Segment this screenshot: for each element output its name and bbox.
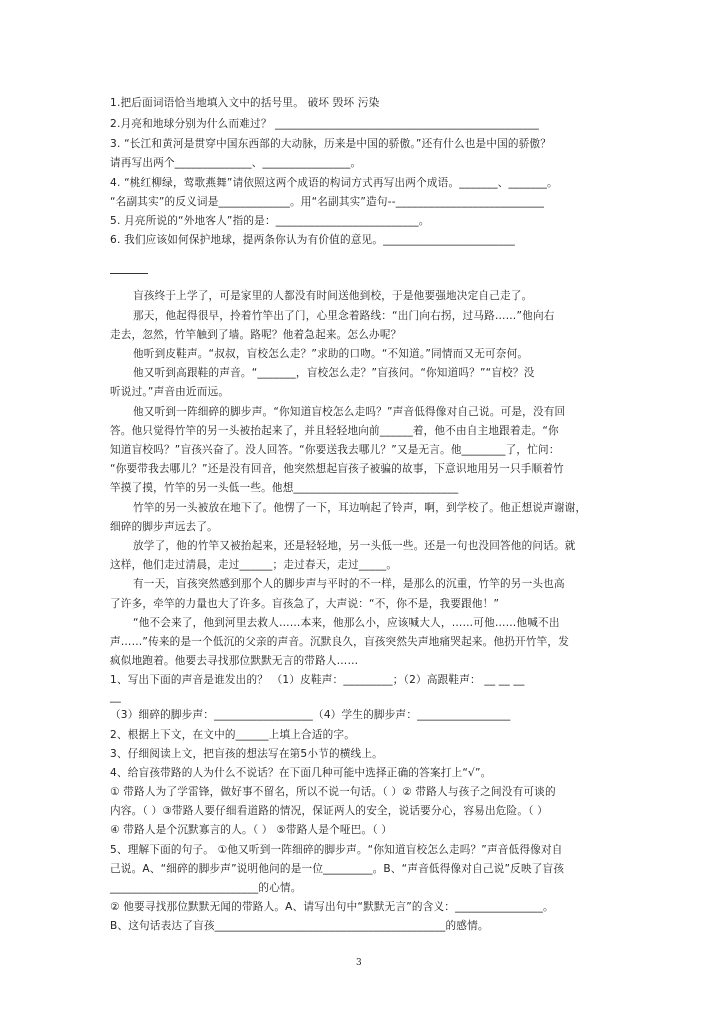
question-1-line: 1.把后面词语恰当地填入文中的括号里。 破坏 毁坏 污染 <box>110 97 380 109</box>
story-paragraph-line: “你要带我去哪儿？”还是没有回音，他突然想起盲孩子被骗的故事，下意识地用另一只手顺着竹 <box>110 463 564 475</box>
question-4-cont: “名副其实”的反义词是_____________。用“名副其实”造句--___________________________ <box>110 196 545 208</box>
story-paragraph-line: 他又听到高跟鞋的声音。“_______，盲校怎么走？”盲孩问。“你知道吗？”“盲校？没 <box>133 367 535 379</box>
story-paragraph-line: 竿摸了摸，竹竿的另一头低一些。他想______________________________ <box>110 482 459 494</box>
story-paragraph-line: 走去，忽然，竹竿触到了墙。路呢？他着急起来。怎么办呢？ <box>110 329 402 341</box>
question-6-line: 6. 我们应该如何保护地球，提两条你认为有价值的意见。________________________ <box>110 234 516 246</box>
reading-question-line: 内容。（ ）③带路人要仔细看道路的情况，保证两人的安全，说话要分心，容易出危险。（ ） <box>110 805 548 817</box>
reading-question-line: __ <box>110 691 121 703</box>
reading-question-line: 2、根据上下文，在文中的______上填上合适的字。 <box>110 729 356 741</box>
page-number: 3 <box>356 958 362 968</box>
reading-question-line: ___________________________的心情。 <box>110 882 302 894</box>
section-divider <box>110 273 148 274</box>
reading-question-line: 5、理解下面的句子。 ①他又听到一阵细碎的脚步声。“你知道盲校怎么走吗？”声音低得像对自 <box>110 844 563 856</box>
reading-question-line: ④ 带路人是个沉默寡言的人。（ ） ⑤带路人是个哑巴。（ ） <box>110 824 393 836</box>
reading-question-line: （3）细碎的脚步声：__________________（4）学生的脚步声：_________________ <box>110 709 511 721</box>
story-paragraph-line: 盲孩终于上学了，可是家里的人都没有时间送他到校，于是他要强地决定自己走了。 <box>133 290 533 302</box>
story-paragraph-line: 答。他只觉得竹竿的另一头被抬起来了，并且轻轻地向前______着，他不由自主地跟着走。“你 <box>110 425 559 437</box>
story-paragraph-line: 他又听到一阵细碎的脚步声。“你知道盲校怎么走吗？”声音低得像对自己说。可是，没有回 <box>133 406 566 418</box>
story-paragraph-line: “他不会来了，他到河里去救人……本来，他那么小，应该喊大人，……可他……他喊不出 <box>133 617 560 629</box>
story-paragraph-line: 放学了，他的竹竿又被抬起来，还是轻轻地，另一头低一些。还是一句也没回答他的问话。就 <box>133 540 576 552</box>
reading-question-line: ① 带路人为了学雷锋，做好事不留名，所以不说一句话。（ ）② 带路人与孩子之间没有可谈的 <box>110 786 556 798</box>
reading-question-line: ② 他要寻找那位默默无闻的带路人。A、请写出句中“默默无言”的含义：________________。 <box>110 901 554 913</box>
question-3-cont: 请再写出两个______________、________________。 <box>110 157 362 169</box>
reading-question-line: 己说。A、“细碎的脚步声”说明他问的是一位_________。B、“声音低得像对自己说”反映了盲孩 <box>110 863 565 875</box>
story-paragraph-line: 疯似地跑着。他要去寻找那位默默无言的带路人…… <box>110 655 359 667</box>
reading-question-line: 3、仔细阅读上文，把盲孩的想法写在第5小节的横线上。 <box>110 748 383 760</box>
story-paragraph-line: 竹竿的另一头被放在地下了。他愣了一下，耳边响起了铃声，啊，到学校了。他正想说声谢谢， <box>133 502 587 514</box>
story-paragraph-line: 细碎的脚步声远去了。 <box>110 521 218 533</box>
question-4-line: 4. “桃红柳绿，莺歌燕舞”请依照这两个成语的构词方式再写出两个成语。_______、_______。 <box>110 177 558 189</box>
story-paragraph-line: 这样，他们走过清晨，走过______；走过春天，走过_____。 <box>110 559 398 571</box>
story-paragraph-line: 知道盲校吗？”盲孩兴奋了。没人回答。“你要送我去哪儿？”又是无言。他________了，忙问： <box>110 444 560 456</box>
story-paragraph-line: 声……”传来的是一个低沉的父亲的声音。沉默良久，盲孩突然失声地痛哭起来。他扔开竹竿，发 <box>110 636 570 648</box>
story-paragraph-line: 那天，他起得很早，拎着竹竿出了门，心里念着路线：“出门向右拐，过马路……”他向右 <box>133 310 555 322</box>
question-3-line: 3. “长江和黄河是贯穿中国东西部的大动脉，历来是中国的骄傲。”还有什么也是中国的骄傲？ <box>110 138 552 150</box>
story-paragraph-line: 听说过。”声音由近而远。 <box>110 386 230 398</box>
reading-question-line: 4、给盲孩带路的人为什么不说话？在下面几种可能中选择正确的答案打上“√”。 <box>110 767 492 779</box>
story-paragraph-line: 他听到皮鞋声。“叔叔，盲校怎么走？”求助的口吻。“不知道。”同情而又无可奈何。 <box>133 348 529 360</box>
question-2-line: 2.月亮和地球分别为什么而难过？ ________________________________________________ <box>110 118 540 130</box>
reading-question-line: B、这句话表达了盲孩__________________________________________的感情。 <box>110 920 489 932</box>
story-paragraph-line: 有一天，盲孩突然感到那个人的脚步声与平时的不一样，是那么的沉重，竹竿的另一头也高 <box>133 578 565 590</box>
story-paragraph-line: 了许多，牵竿的力量也大了许多。盲孩急了，大声说：“不，你不是，我要跟他！” <box>110 598 500 610</box>
reading-question-line: 1、写出下面的声音是谁发出的？ （1）皮鞋声：_________；（2）高跟鞋声： __ __ __ <box>110 674 525 686</box>
question-5-line: 5. 月亮所说的“外地客人”指的是：__________________________。 <box>110 215 430 227</box>
